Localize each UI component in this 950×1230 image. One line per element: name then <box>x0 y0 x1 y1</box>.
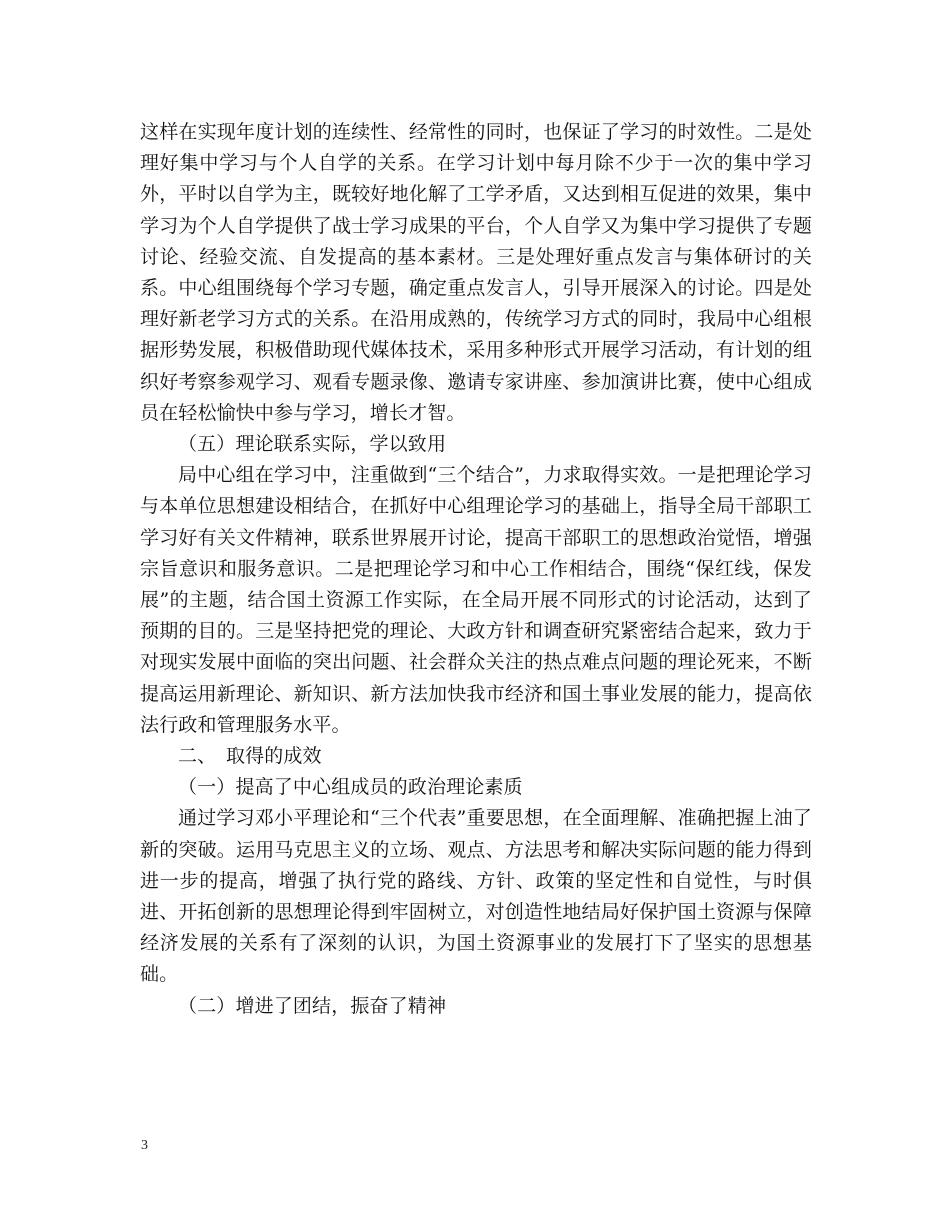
section-heading-five: （五）理论联系实际，学以致用 <box>178 433 447 456</box>
page-body <box>140 117 812 1022</box>
chapter-heading-two: 二、 取得的成效 <box>178 745 322 768</box>
section-heading-two: （二）增进了团结，振奋了精神 <box>178 994 447 1017</box>
body-paragraph: 这样在实现年度计划的连续性、经常性的同时，也保证了学习的时效性。二是处理好集中学习与个人自学的关系。在学习计划中每月除不少于一次的集中学习外，平时以自学为主，既较好地化解了工学矛盾，又达到相互促进的效果，集中学习为个人自学提供了战士学习成果的平台，个人自学又为集中学习提供了专题讨论、经验交流、自发提高的基本素材。三是处理好重点发言与集体研讨的关系。中心组围绕每个学习专题，确定重点发言人，引导开展深入的讨论。四是处理好新老学习方式的关系。在沿用成熟的，传统学习方式的同时，我局中心组根据形势发展，积极借助现代媒体技术，采用多种形式开展学习活动，有计划的组织好考察参观学习、观看专题录像、邀请专家讲座、参加演讲比赛，使中心组成员在轻松愉快中参与学习，增长才智。 <box>140 121 812 424</box>
body-paragraph: 局中心组在学习中，注重做到“三个结合”，力求取得实效。一是把理论学习与本单位思想建设相结合，在抓好中心组理论学习的基础上，指导全局干部职工学习好有关文件精神，联系世界展开讨论，提高干部职工的思想政治觉悟，增强宗旨意识和服务意识。二是把理论学习和中心工作相结合，围绕“保红线，保发展”的主题，结合国土资源工作实际，在全局开展不同形式的讨论活动，达到了预期的目的。三是坚持把党的理论、大政方针和调查研究紧密结合起来，致力于对现实发展中面临的突出问题、社会群众关注的热点难点问题的理论死来，不断提高运用新理论、新知识、新方法加快我市经济和国土事业发展的能力，提高依法行政和管理服务水平。 <box>140 464 812 736</box>
page-number: 3 <box>141 1138 148 1153</box>
section-heading-one: （一）提高了中心组成员的政治理论素质 <box>178 776 523 799</box>
body-paragraph: 通过学习邓小平理论和“三个代表”重要思想，在全面理解、准确把握上油了新的突破。运用马克思主义的立场、观点、方法思考和解决实际问题的能力得到进一步的提高，增强了执行党的路线、方针、政策的坚定性和自觉性，与时俱进、开拓创新的思想理论得到牢固树立，对创造性地结局好保护国土资源与保障经济发展的关系有了深刻的认识，为国土资源事业的发展打下了坚实的思想基础。 <box>140 807 812 986</box>
